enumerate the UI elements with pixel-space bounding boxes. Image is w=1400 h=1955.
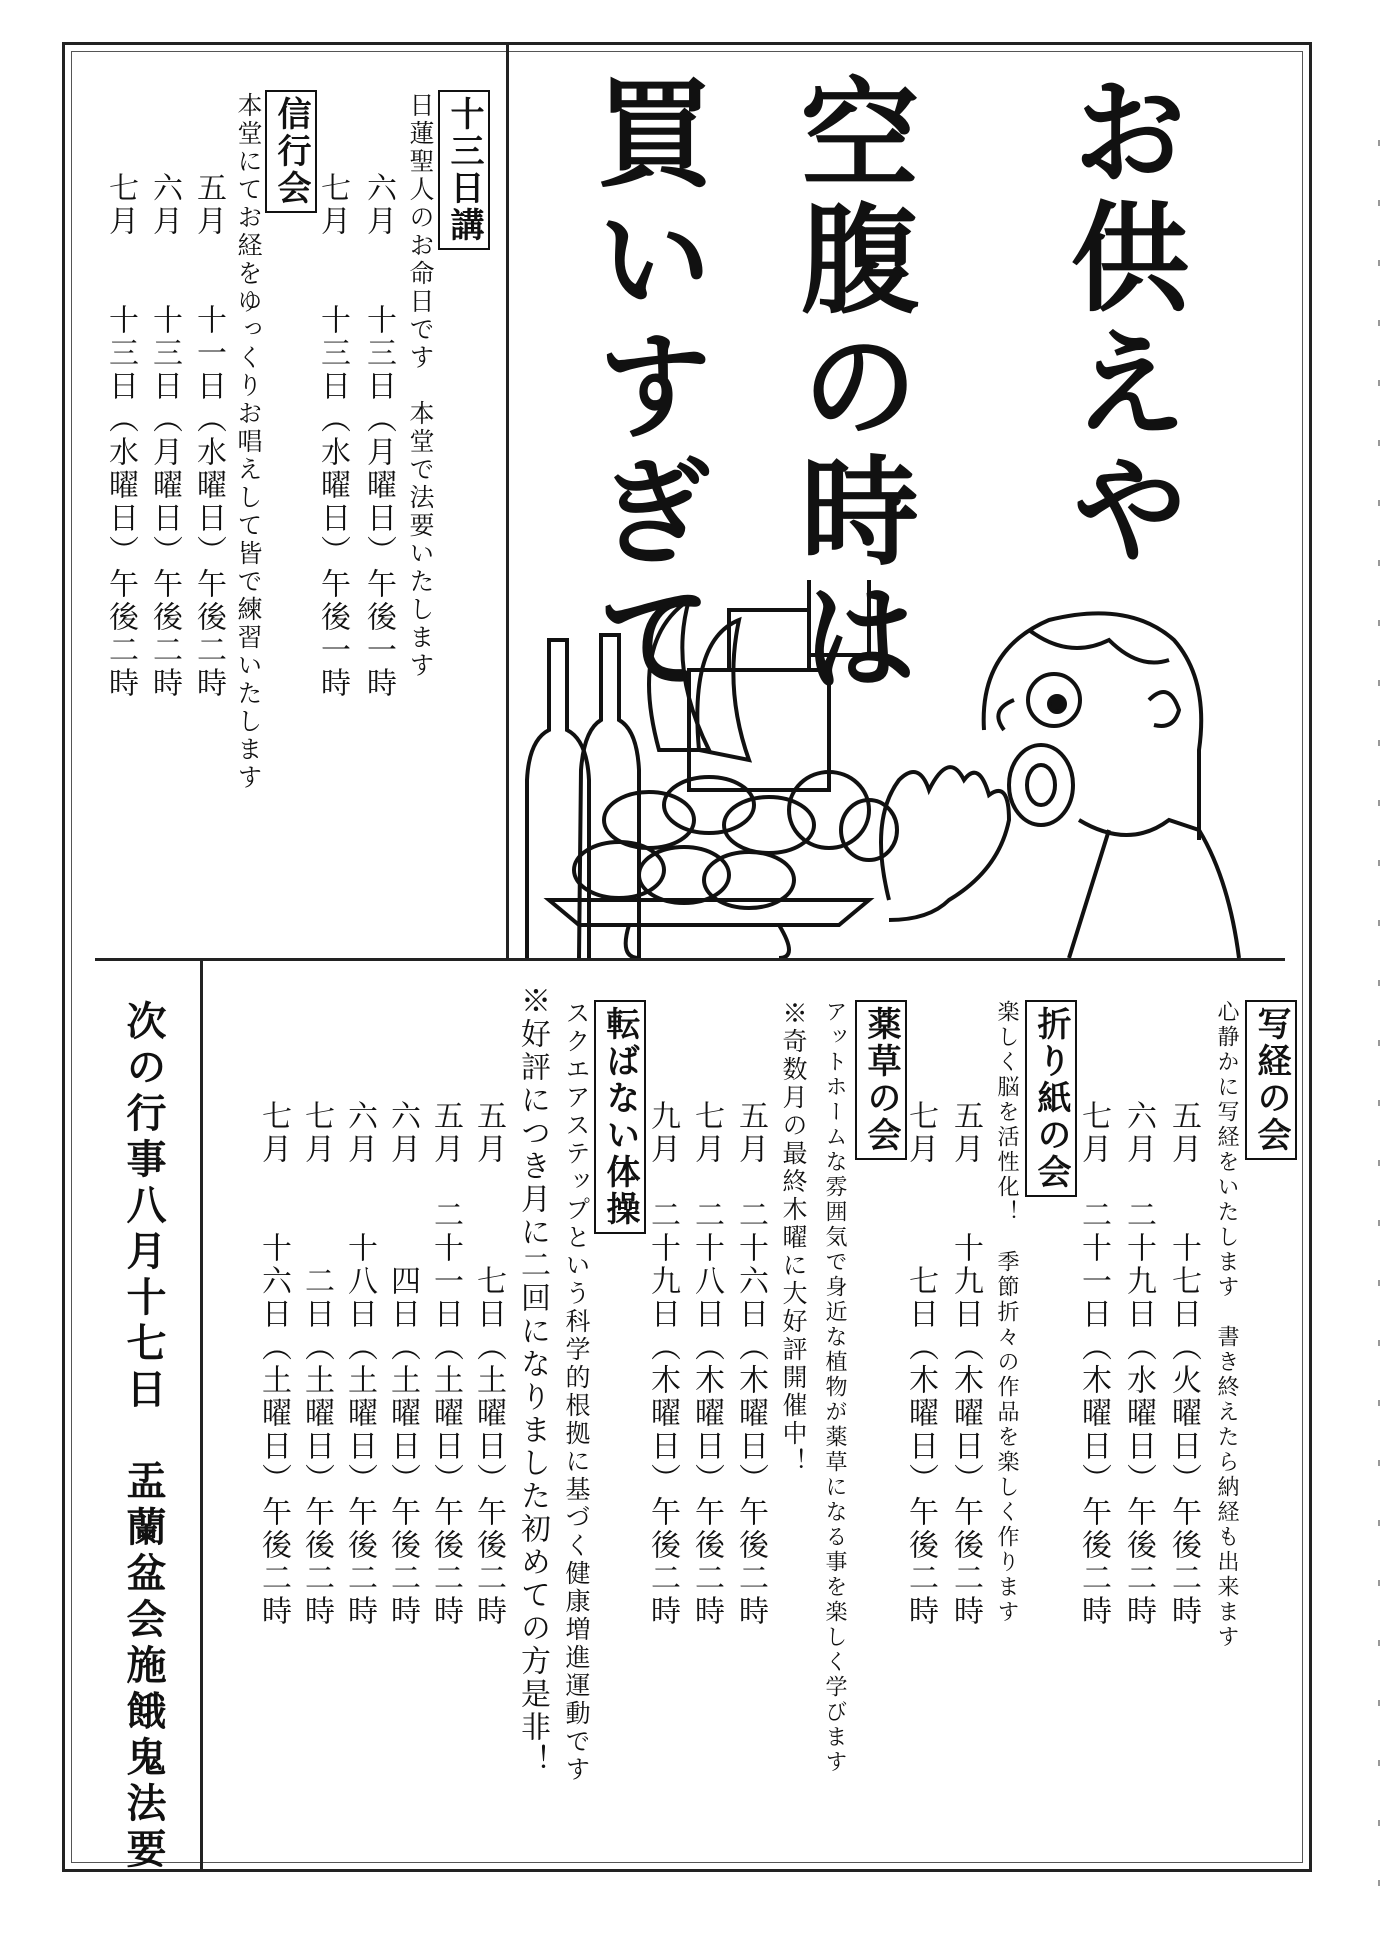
- shakyo-row: 七月 二十一日（木曜日）午後二時: [1076, 1100, 1111, 1628]
- taiso-row: 七月 二日（土曜日）午後二時: [299, 1100, 334, 1628]
- shingyo-desc: 本堂にてお経をゆっくりお唱えして皆で練習いたします: [234, 92, 263, 792]
- origami-title: 折り紙の会: [1025, 1000, 1077, 1197]
- yakuso-note: ※奇数月の最終木曜に大好評開催中！: [779, 1000, 808, 1476]
- taiso-row: 五月 二十一日（土曜日）午後二時: [428, 1100, 463, 1628]
- taiso-note: ※好評につき月に二回になりました初めての方是非！: [515, 985, 550, 1777]
- shingyo-row: 五月 十一日（水曜日）午後二時: [191, 172, 226, 700]
- origami-row: 七月 七日（木曜日）午後二時: [903, 1100, 938, 1628]
- taiso-row: 五月 七日（土曜日）午後二時: [471, 1100, 506, 1628]
- headline-col2: 空腹の時は: [781, 72, 919, 702]
- bottom-vertical-divider: [200, 958, 203, 1872]
- origami-desc: 楽しく脳を活性化！ 季節折々の作品を楽しく作ります: [994, 1000, 1019, 1625]
- horizontal-divider: [95, 958, 1285, 961]
- jusannichi-row: 六月 十三日（月曜日）午後一時: [361, 172, 396, 700]
- dotted-margin-line: [1378, 140, 1380, 1940]
- headline-col1: お供えや: [1051, 70, 1189, 574]
- taiso-row: 六月 十八日（土曜日）午後二時: [342, 1100, 377, 1628]
- taiso-title: 転ばない体操: [594, 1000, 646, 1234]
- shingyo-row: 七月 十三日（水曜日）午後二時: [103, 172, 138, 700]
- shingyo-title: 信行会: [265, 90, 317, 213]
- taiso-row: 六月 四日（土曜日）午後二時: [385, 1100, 420, 1628]
- headline-col3: 買いすぎて: [576, 72, 714, 702]
- taiso-desc: スクエアステップという科学的根拠に基づく健康増進運動です: [562, 1000, 591, 1784]
- shakyo-desc: 心静かに写経をいたします 書き終えたら納経も出来ます: [1214, 1000, 1239, 1650]
- taiso-row: 七月 十六日（土曜日）午後二時: [256, 1100, 291, 1628]
- shakyo-row: 六月 二十九日（水曜日）午後二時: [1121, 1100, 1156, 1628]
- shingyo-row: 六月 十三日（月曜日）午後二時: [147, 172, 182, 700]
- next-event: 次の行事八月十七日 盂蘭盆会施餓鬼法要: [120, 1000, 167, 1874]
- jusannichi-row: 七月 十三日（水曜日）午後一時: [315, 172, 350, 700]
- jusannichi-title: 十三日講: [438, 90, 490, 250]
- yakuso-row: 九月 二十九日（木曜日）午後二時: [645, 1100, 680, 1628]
- shakyo-row: 五月 十七日（火曜日）午後二時: [1166, 1100, 1201, 1628]
- yakuso-row: 七月 二十八日（木曜日）午後二時: [689, 1100, 724, 1628]
- yakuso-title: 薬草の会: [855, 1000, 907, 1160]
- jusannichi-desc: 日蓮聖人のお命日です 本堂で法要いたします: [406, 92, 435, 680]
- offerings-illustration: [509, 580, 1279, 958]
- yakuso-row: 五月 二十六日（木曜日）午後二時: [733, 1100, 768, 1628]
- yakuso-desc: アットホームな雰囲気で身近な植物が薬草になる事を楽しく学びます: [822, 1000, 847, 1775]
- shakyo-title: 写経の会: [1245, 1000, 1297, 1160]
- origami-row: 五月 十九日（木曜日）午後二時: [948, 1100, 983, 1628]
